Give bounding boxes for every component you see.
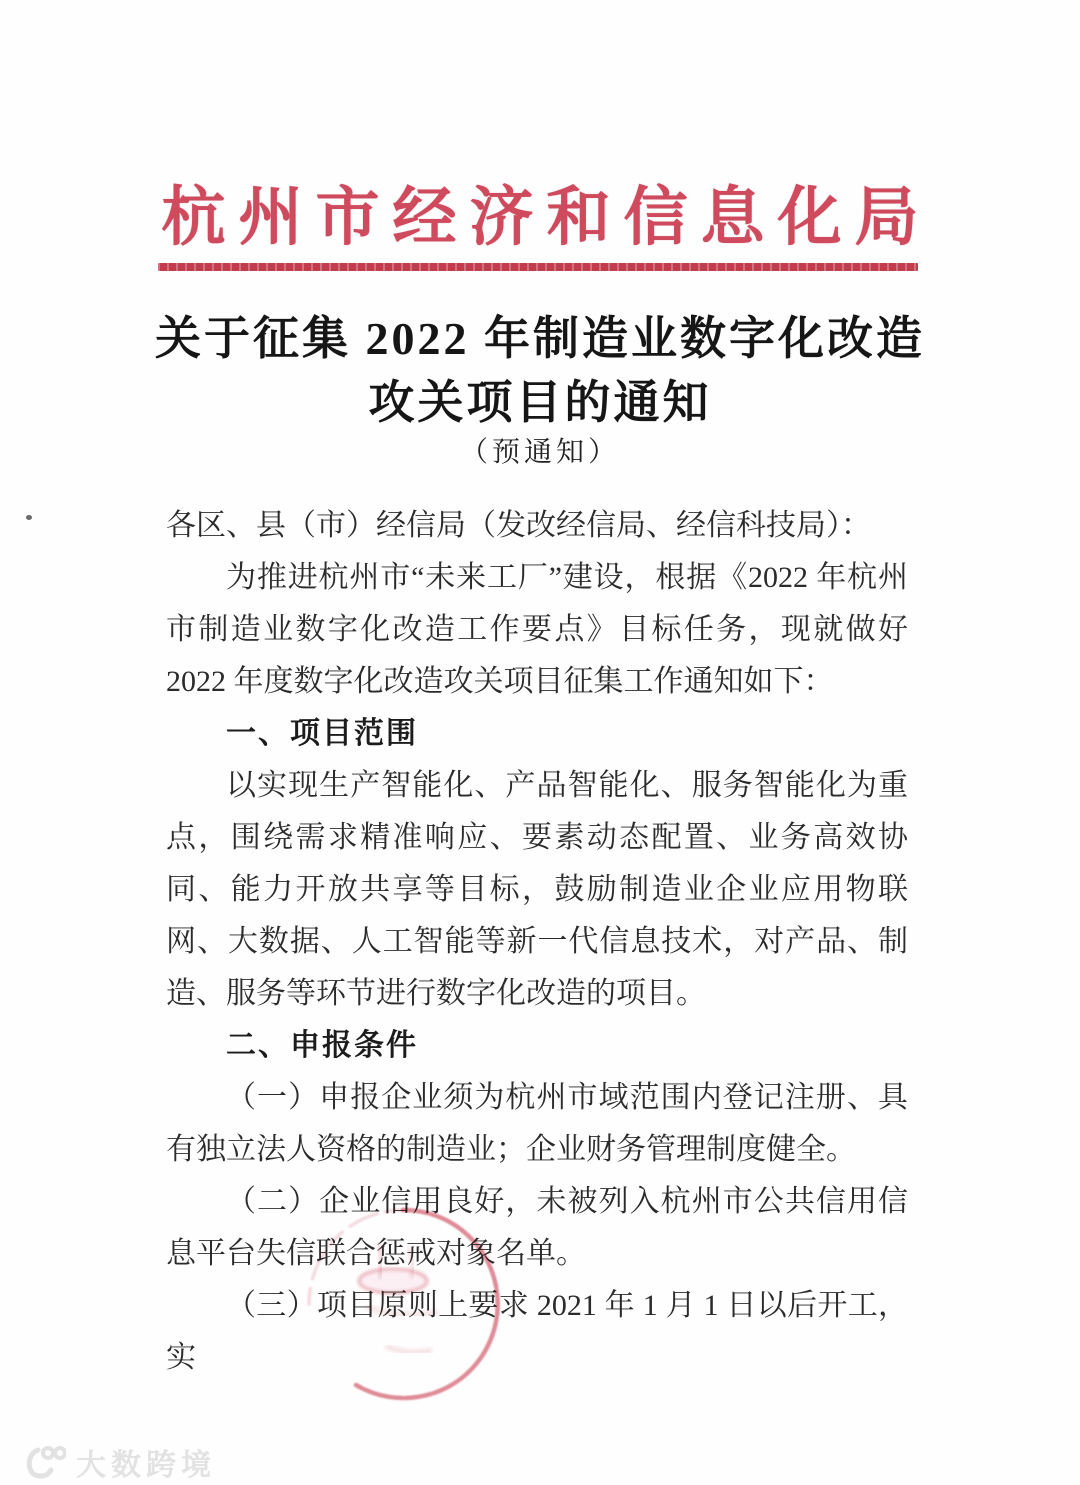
intro-paragraph: 为推进杭州市“未来工厂”建设，根据《2022 年杭州市制造业数字化改造工作要点》目标任务，现就做好 2022 年度数字化改造攻关项目征集工作通知如下： [166,561,908,698]
salutation: 各区、县（市）经信局（发改经信局、经信科技局）： [166,509,871,542]
section1-heading: 一、项目范围 [226,717,418,750]
document-title-line1: 关于征集 2022 年制造业数字化改造 [155,313,925,364]
document-body [166,500,908,1384]
scan-speck-dot [26,515,32,520]
document-title-line2: 攻关项目的通知 [368,377,712,428]
letterhead-agency-name: 杭州市经济和信息化局 [161,182,932,253]
section2-item2: （二）企业信用良好，未被列入杭州市公共信用信息平台失信联合惩戒对象名单。 [166,1185,908,1270]
section2-item1: （一）申报企业须为杭州市域范围内登记注册、具有独立法人资格的制造业；企业财务管理制度健全。 [166,1081,908,1166]
watermark [22,1440,216,1484]
section2-heading: 二、申报条件 [226,1029,418,1062]
watermark-logo-icon [22,1442,66,1482]
document-subtitle: （预通知） [459,437,620,468]
letterhead-divider-line [158,263,918,271]
section2-item3: （三）项目原则上要求 2021 年 1 月 1 日以后开工，实 [166,1289,908,1374]
section1-paragraph: 以实现生产智能化、产品智能化、服务智能化为重点，围绕需求精准响应、要素动态配置、业务高效协同、能力开放共享等目标，鼓励制造业企业应用物联网、大数据、人工智能等新一代信息技术，对产品、制造、服务等环节进行数字化改造的项目。 [166,769,908,1010]
watermark-text: 大数跨境 [76,1449,216,1482]
